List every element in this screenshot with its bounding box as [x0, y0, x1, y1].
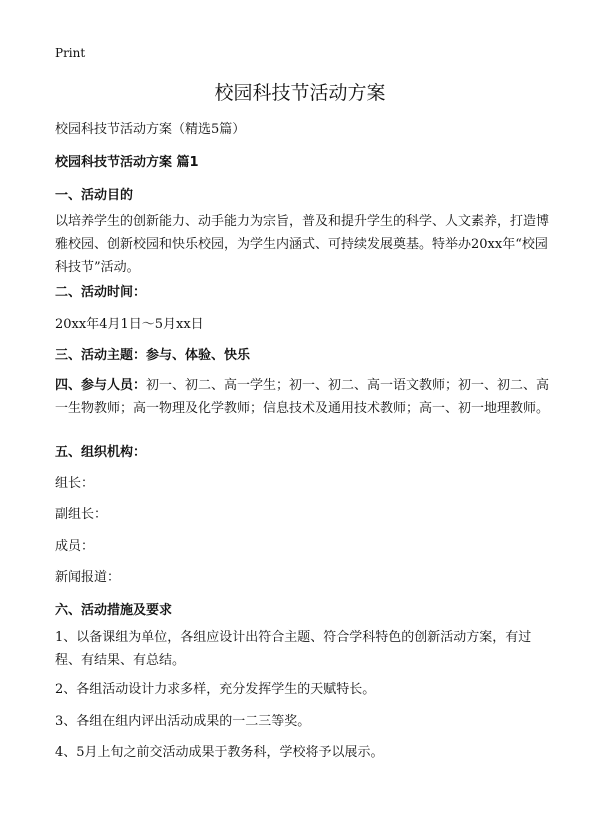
requirement-3: 3、各组在组内评出活动成果的一二三等奖。 — [55, 714, 311, 729]
paragraph-time: 20xx年4月1日～5月xx日 — [55, 317, 204, 332]
requirement-1: 1、以备课组为单位，各组应设计出符合主题、符合学科特色的创新活动方案，有过程、有结果、有总结。 — [55, 630, 532, 668]
page-title: 校园科技节活动方案 — [214, 82, 386, 104]
heading-theme: 三、活动主题：参与、体验、快乐 — [55, 348, 251, 363]
requirement-4: 4、5月上旬之前交活动成果于教务科，学校将予以展示。 — [55, 745, 384, 760]
paragraph-purpose: 以培养学生的创新能力、动手能力为宗旨，普及和提升学生的科学、人文素养，打造博雅校园、创新校园和快乐校园，为学生内涵式、可持续发展奠基。特举办20xx年“校园科技节”活动。 — [55, 214, 550, 275]
requirement-2: 2、各组活动设计力求多样，充分发挥学生的天赋特长。 — [55, 682, 376, 697]
heading-purpose: 一、活动目的 — [55, 188, 134, 203]
heading-time: 二、活动时间： — [55, 285, 147, 300]
participants-paragraph — [55, 374, 550, 420]
section-title: 校园科技节活动方案 篇1 — [55, 155, 199, 170]
org-news: 新闻报道： — [55, 570, 121, 585]
heading-measures: 六、活动措施及要求 — [55, 603, 173, 618]
org-members: 成员： — [55, 539, 95, 554]
heading-organization: 五、组织机构： — [55, 445, 147, 460]
doc-subtitle: 校园科技节活动方案（精选5篇） — [55, 122, 246, 137]
org-leader: 组长： — [55, 476, 95, 491]
org-deputy: 副组长： — [55, 507, 108, 522]
print-label: Print — [55, 46, 86, 60]
heading-participants: 四、参与人员： — [55, 378, 147, 393]
participants-text: 初一、初二、高一学生；初一、初二、高一语文教师；初一、初二、高一生物教师；高一物理及化学教师；信息技术及通用技术教师；高一、初一地理教师。 — [55, 378, 550, 416]
